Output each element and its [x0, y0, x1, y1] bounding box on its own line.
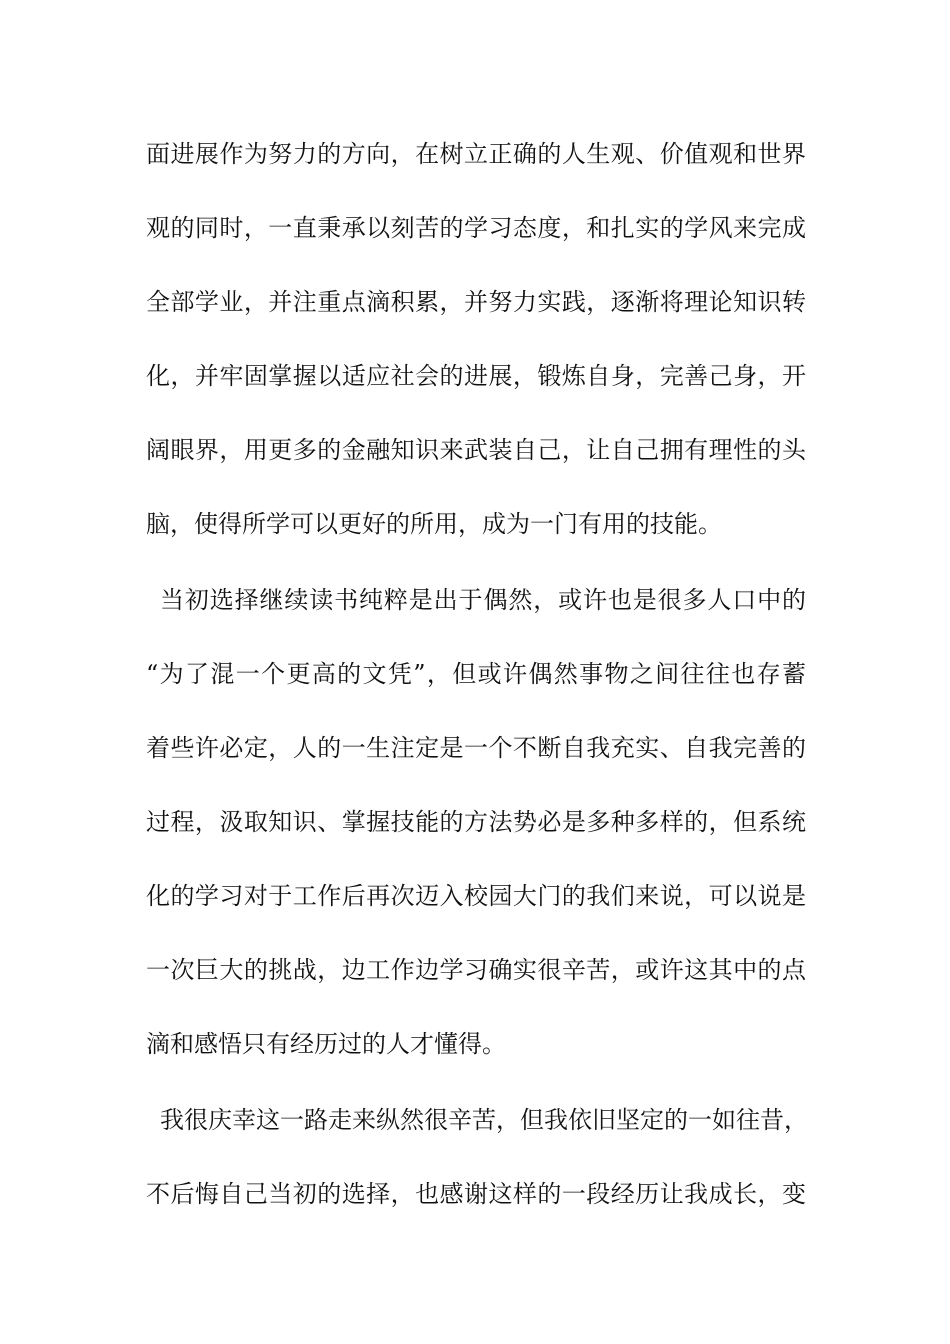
text-line: 脑，使得所学可以更好的所用，成为一门有用的技能。: [146, 510, 722, 538]
text-line: 过程，汲取知识、掌握技能的方法势必是多种多样的，但系统: [146, 808, 806, 836]
text-line: 化，并牢固掌握以适应社会的进展，锻炼自身，完善己身，开: [146, 362, 806, 390]
text-line: 当初选择继续读书纯粹是出于偶然，或许也是很多人口中的: [160, 586, 806, 614]
text-line: 观的同时，一直秉承以刻苦的学习态度，和扎实的学风来完成: [146, 214, 806, 242]
text-line: “为了混一个更高的文凭”，但或许偶然事物之间往往也存蓄: [146, 660, 806, 688]
text-line: 面进展作为努力的方向，在树立正确的人生观、价值观和世界: [146, 140, 806, 168]
text-line: 我很庆幸这一路走来纵然很辛苦，但我依旧坚定的一如往昔，: [160, 1106, 808, 1134]
text-line: 滴和感悟只有经历过的人才懂得。: [146, 1030, 506, 1058]
text-line: 一次巨大的挑战，边工作边学习确实很辛苦，或许这其中的点: [146, 956, 806, 984]
text-line: 着些许必定，人的一生注定是一个不断自我充实、自我完善的: [146, 734, 806, 762]
text-line: 化的学习对于工作后再次迈入校园大门的我们来说，可以说是: [146, 882, 806, 910]
text-line: 全部学业，并注重点滴积累，并努力实践，逐渐将理论知识转: [146, 288, 806, 316]
text-line: 阔眼界，用更多的金融知识来武装自己，让自己拥有理性的头: [146, 436, 806, 464]
text-line: 不后悔自己当初的选择，也感谢这样的一段经历让我成长，变: [146, 1180, 806, 1208]
